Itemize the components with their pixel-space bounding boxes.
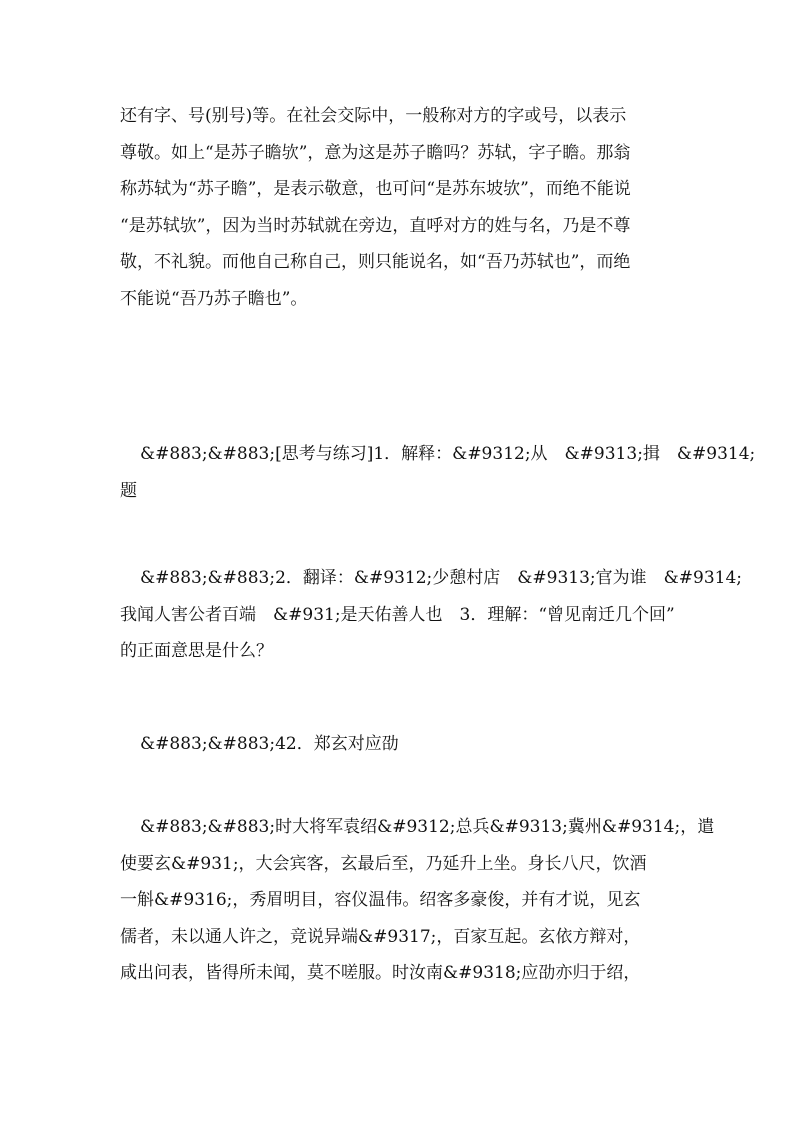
paragraph-naming-customs <box>120 98 680 318</box>
paragraph-exercise-explain <box>120 436 756 509</box>
text-line: 咸出问表，皆得所未闻，莫不嗟服。时汝南&#9318;应劭亦归于绍， <box>120 963 641 984</box>
text-line: 的正面意思是什么？ <box>120 641 273 662</box>
text-line: 我闻人害公者百端 &#931;是天佑善人也 3．理解：“曾见南迁几个回” <box>120 604 675 625</box>
text-line: 一斛&#9316;，秀眉明目，容仪温伟。绍客多豪俊，并有才说，见玄 <box>120 890 641 911</box>
text-line: &#883;&#883;时大将军袁绍&#9312;总兵&#9313;冀州&#9314;，遣 <box>140 817 715 837</box>
text-line: 称苏轼为“苏子瞻”，是表示敬意，也可问“是苏东坡欤”，而绝不能说 <box>120 179 631 200</box>
text-line: &#883;&#883;2．翻译：&#9312;少憩村店 &#9313;官为谁 &#9314; <box>140 568 743 588</box>
text-line: 使要玄&#931;，大会宾客，玄最后至，乃延升上坐。身长八尺，饮酒 <box>120 853 647 874</box>
text-line: 儒者，未以通人许之，竞说异端&#9317;，百家互起。玄依方辩对， <box>120 926 641 947</box>
text-line: 敬，不礼貌。而他自己称自己，则只能说名，如“吾乃苏轼也”，而绝 <box>120 252 631 273</box>
text-line: 尊敬。如上“是苏子瞻欤”，意为这是苏子瞻吗？苏轼，字子瞻。那翁 <box>120 142 631 163</box>
paragraph-exercise-translate <box>120 560 743 670</box>
paragraph-zheng-xuan-story <box>120 809 715 992</box>
text-line: &#883;&#883;[思考与练习]1．解释：&#9312;从 &#9313;揖 &#9314; <box>140 444 756 464</box>
text-line: &#883;&#883;42．郑玄对应劭 <box>140 734 399 754</box>
text-line: “是苏轼欤”，因为当时苏轼就在旁边，直呼对方的姓与名，乃是不尊 <box>120 215 631 236</box>
section-heading <box>120 726 680 763</box>
text-line: 还有字、号(别号)等。在社会交际中，一般称对方的字或号，以表示 <box>120 106 627 126</box>
text-line: 题 <box>120 480 137 501</box>
text-line: 不能说“吾乃苏子瞻也”。 <box>120 288 308 309</box>
